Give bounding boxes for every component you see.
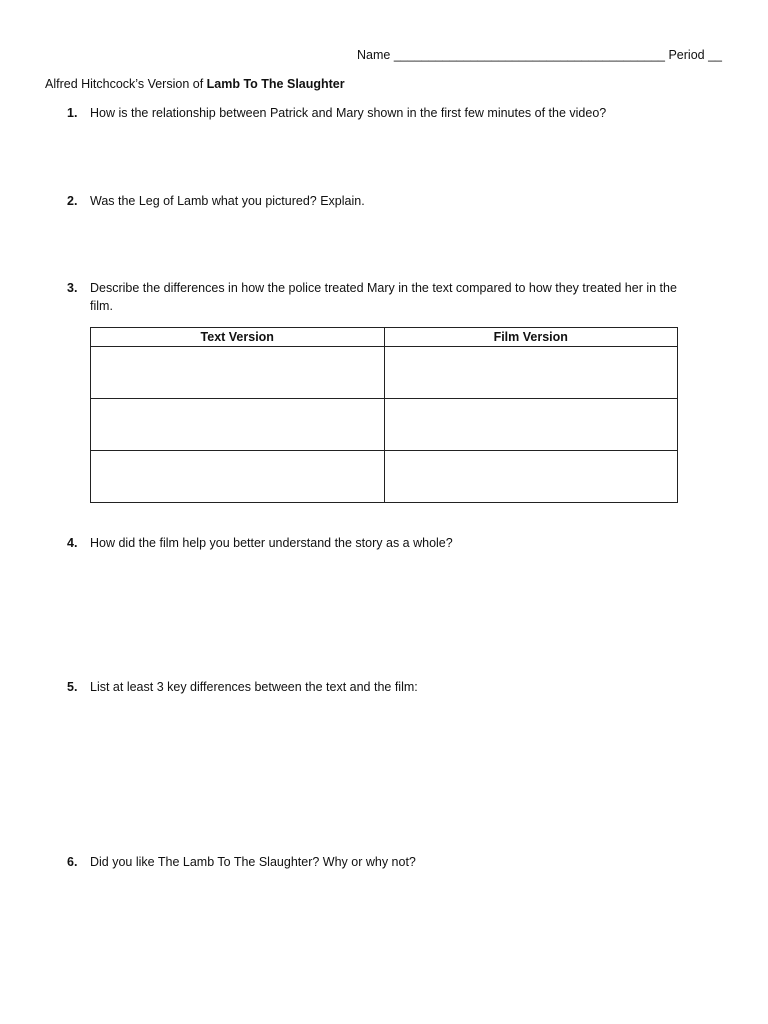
question-text: List at least 3 key differences between the text and the film:: [90, 680, 418, 694]
period-blank[interactable]: __: [708, 48, 722, 62]
table-row: [91, 451, 678, 503]
question-3: [67, 279, 702, 315]
film-version-cell[interactable]: [384, 399, 678, 451]
question-number: 4.: [67, 536, 78, 550]
header-film-version: Film Version: [384, 328, 678, 347]
question-text: Was the Leg of Lamb what you pictured? Explain.: [90, 194, 365, 208]
film-version-cell[interactable]: [384, 451, 678, 503]
question-number: 3.: [67, 281, 78, 295]
text-version-cell[interactable]: [91, 347, 385, 399]
worksheet-title: [45, 77, 345, 91]
name-blank[interactable]: _______________________________________: [393, 48, 665, 62]
question-text: Did you like The Lamb To The Slaughter? Why or why not?: [90, 855, 416, 869]
name-period-line: [357, 48, 722, 62]
text-version-cell[interactable]: [91, 399, 385, 451]
period-label: Period: [668, 48, 705, 62]
title-story-name: Lamb To The Slaughter: [206, 77, 345, 91]
question-text: How is the relationship between Patrick and Mary shown in the first few minutes of the video?: [90, 106, 607, 120]
question-number: 1.: [67, 106, 78, 120]
question-2: [67, 192, 702, 210]
question-6: [67, 853, 702, 871]
question-5: [67, 678, 702, 696]
question-4: [67, 534, 702, 552]
question-number: 2.: [67, 194, 78, 208]
table-header-row: [91, 328, 678, 347]
film-version-cell[interactable]: [384, 347, 678, 399]
title-prefix: Alfred Hitchcock’s Version of: [45, 77, 207, 91]
name-label: Name: [357, 48, 391, 62]
question-number: 5.: [67, 680, 78, 694]
question-1: [67, 104, 702, 122]
header-text-version: Text Version: [91, 328, 385, 347]
table-row: [91, 399, 678, 451]
text-version-cell[interactable]: [91, 451, 385, 503]
question-number: 6.: [67, 855, 78, 869]
question-text: Describe the differences in how the police treated Mary in the text compared to how they treated her in the film.: [90, 281, 677, 313]
table-row: [91, 347, 678, 399]
question-text: How did the film help you better understand the story as a whole?: [90, 536, 453, 550]
comparison-table: [90, 327, 678, 503]
